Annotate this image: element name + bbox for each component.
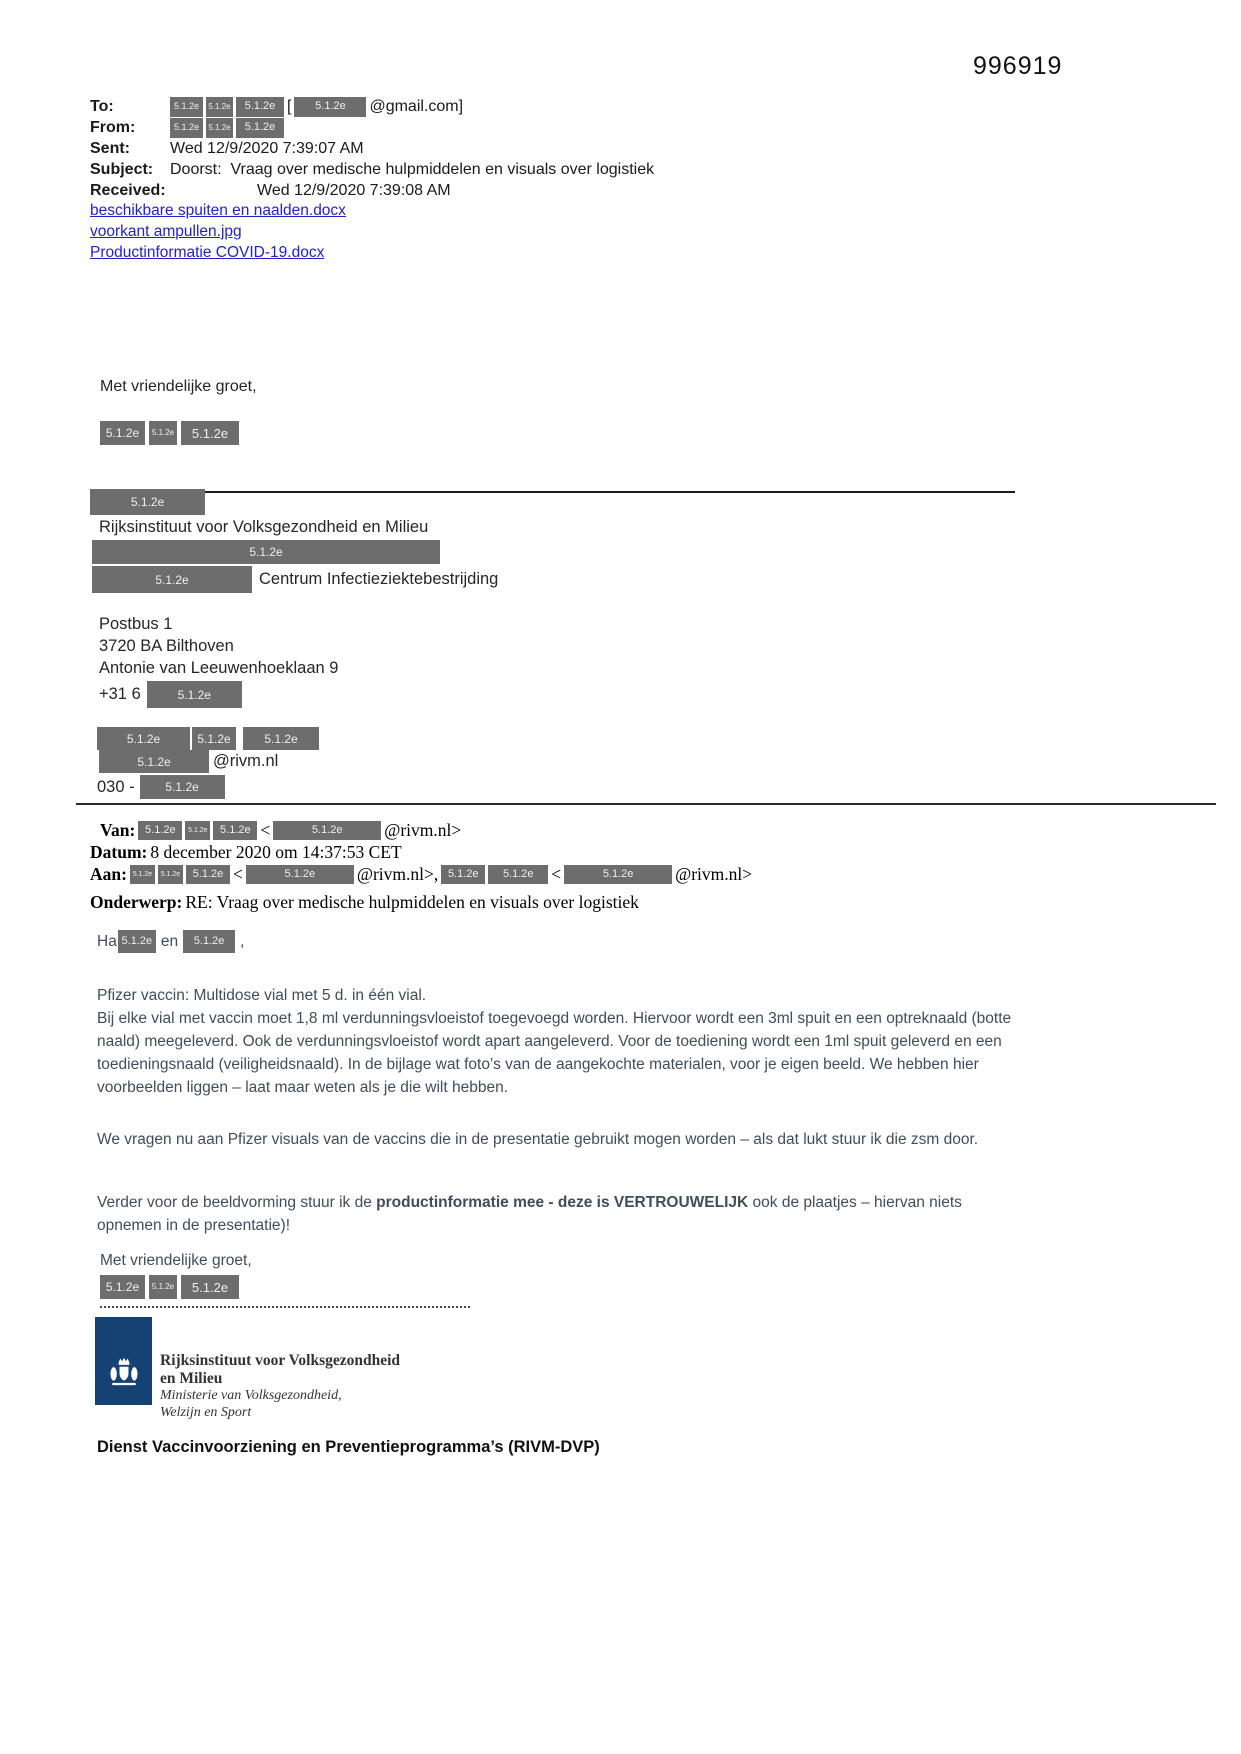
subject-label: Subject: xyxy=(90,160,154,178)
to-domain: @gmail.com] xyxy=(369,97,464,115)
email-header-outer xyxy=(90,96,654,201)
dotted-divider xyxy=(100,1300,470,1308)
redaction-box: 5.1.2e xyxy=(99,750,209,773)
datum-label: Datum: xyxy=(90,842,148,862)
redaction-box: 5.1.2e xyxy=(181,1275,239,1299)
redaction-box: 5.1.2e xyxy=(90,489,205,515)
phone-office-row xyxy=(97,775,225,799)
greeting-prefix: Ha xyxy=(97,932,117,950)
header-row-sent xyxy=(90,138,654,159)
contact-redaction-row xyxy=(97,727,319,750)
para3-confidential-bold: productinformatie mee - deze is VERTROUWELIJK xyxy=(376,1194,749,1211)
redaction-box: 5.1.2e xyxy=(149,1275,177,1299)
header-row-received xyxy=(90,180,654,201)
doc-number: 996919 xyxy=(973,52,1063,80)
angle-open: < xyxy=(232,864,243,884)
attachment-list xyxy=(90,202,346,265)
body-paragraph-1 xyxy=(97,984,1025,1099)
redaction-box: 5.1.2e xyxy=(97,727,190,750)
phone-mobile-prefix: +31 6 xyxy=(99,685,141,703)
redaction-box: 5.1.2e xyxy=(183,930,235,953)
subject-value: Doorst: Vraag over medische hulpmiddelen en visuals over logistiek xyxy=(170,160,655,178)
rivm-coat-of-arms-icon xyxy=(106,1355,142,1391)
redaction-box: 5.1.2e xyxy=(92,566,252,593)
redaction-box: 5.1.2e xyxy=(170,97,203,117)
body-paragraph-3 xyxy=(97,1191,1025,1237)
redaction-box: 5.1.2e xyxy=(149,421,177,445)
onderwerp-label: Onderwerp: xyxy=(90,892,183,912)
phone-mobile-row xyxy=(99,681,242,708)
attachment-link-3[interactable]: Productinformatie COVID-19.docx xyxy=(90,244,325,261)
to-value xyxy=(170,97,463,117)
department-footer: Dienst Vaccinvoorziening en Preventieprogramma’s (RIVM-DVP) xyxy=(97,1438,600,1456)
redaction-box: 5.1.2e xyxy=(488,865,548,884)
redaction-box: 5.1.2e xyxy=(236,97,284,117)
greeting-suffix: , xyxy=(240,932,245,950)
redaction-box: 5.1.2e xyxy=(273,821,381,840)
from-label: From: xyxy=(90,118,136,136)
angle-open: < xyxy=(260,820,271,840)
header-row-to xyxy=(90,96,654,117)
header-row-subject xyxy=(90,159,654,180)
to-bracket: [ xyxy=(287,97,292,115)
header-row-from xyxy=(90,117,654,138)
redaction-box: 5.1.2e xyxy=(243,727,319,750)
to-label: To: xyxy=(90,97,114,115)
redaction-box: 5.1.2e xyxy=(185,821,210,840)
attachment-link-2[interactable]: voorkant ampullen.jpg xyxy=(90,223,242,240)
aan-domain-2: @rivm.nl> xyxy=(675,864,753,884)
redaction-box: 5.1.2e xyxy=(92,540,440,564)
header-row-datum xyxy=(90,842,752,863)
greeting-middle: en xyxy=(160,932,179,950)
redaction-box: 5.1.2e xyxy=(236,118,284,138)
body-greeting xyxy=(97,930,244,953)
redaction-box: 5.1.2e xyxy=(564,865,672,884)
datum-value: 8 december 2020 om 14:37:53 CET xyxy=(150,842,402,862)
redaction-box: 5.1.2e xyxy=(294,97,366,117)
redaction-box: 5.1.2e xyxy=(147,681,242,708)
para3-pre: Verder voor de beeldvorming stuur ik de xyxy=(97,1194,377,1211)
redaction-box: 5.1.2e xyxy=(100,421,145,445)
org-name: Rijksinstituut voor Volksgezondheid en Milieu xyxy=(99,518,429,536)
logo-line-4: Welzijn en Sport xyxy=(160,1404,252,1420)
closing-outer: Met vriendelijke groet, xyxy=(100,378,257,395)
section-divider xyxy=(76,803,1216,805)
closing-quoted: Met vriendelijke groet, xyxy=(100,1252,252,1269)
email-domain: @rivm.nl xyxy=(213,752,279,770)
onderwerp-value: RE: Vraag over medische hulpmiddelen en visuals over logistiek xyxy=(185,892,639,912)
redaction-over-divider xyxy=(90,489,205,515)
header-row-van xyxy=(100,820,752,841)
header-row-onderwerp xyxy=(90,892,752,913)
body-paragraph-2: We vragen nu aan Pfizer visuals van de vaccins die in de presentatie gebruikt mogen worden – als dat lukt stuur ik die zsm door. xyxy=(97,1131,979,1148)
aan-label: Aan: xyxy=(90,864,127,884)
redaction-box: 5.1.2e xyxy=(441,865,485,884)
redaction-box: 5.1.2e xyxy=(100,1275,145,1299)
sent-label: Sent: xyxy=(90,139,130,157)
para1-line1: Pfizer vaccin: Multidose vial met 5 d. in één vial. xyxy=(97,987,427,1004)
van-domain: @rivm.nl> xyxy=(384,820,462,840)
logo-line-2: en Milieu xyxy=(160,1370,223,1387)
header-row-aan xyxy=(90,864,752,885)
rivm-logo xyxy=(95,1317,152,1405)
signature-divider xyxy=(205,491,1015,493)
van-label: Van: xyxy=(100,820,136,840)
from-value xyxy=(170,118,284,138)
received-value: Wed 12/9/2020 7:39:08 AM xyxy=(257,181,451,199)
dept-name: Centrum Infectieziektebestrijding xyxy=(259,570,499,588)
redaction-box: 5.1.2e xyxy=(140,775,225,799)
signature2-redactions xyxy=(100,1275,239,1299)
redaction-box: 5.1.2e xyxy=(118,930,156,953)
rivm-logo-text xyxy=(160,1352,400,1421)
para1-rest: Bij elke vial met vaccin moet 1,8 ml verdunningsvloeistof toegevoegd worden. Hiervoor wordt een 3ml spuit en een optreknaald (botte naald) meegeleverd. Ook de verdunningsvloeistof wordt apart aangeleverd. Voor de toediening wordt een 1ml spuit geleverd en een toedieningsnaald (veiligheidsnaald). In de bijlage wat foto’s van de aangekochte materialen, voor je eigen beeld. We hebben hier voorbeelden liggen – laat maar weten als je die wilt hebben. xyxy=(97,1010,1012,1096)
address-block xyxy=(99,613,338,679)
redaction-function-line xyxy=(92,540,440,564)
phone-office-prefix: 030 - xyxy=(97,777,135,796)
logo-line-3: Ministerie van Volksgezondheid, xyxy=(160,1388,342,1403)
redaction-box: 5.1.2e xyxy=(138,821,182,840)
email-row xyxy=(99,750,278,773)
dept-row xyxy=(92,566,498,593)
address-line-2: 3720 BA Bilthoven xyxy=(99,637,234,655)
email-header-quoted xyxy=(90,820,752,914)
signature-name-redactions xyxy=(100,421,239,445)
redaction-box: 5.1.2e xyxy=(192,727,236,750)
redaction-box: 5.1.2e xyxy=(158,865,183,884)
redaction-box: 5.1.2e xyxy=(130,865,155,884)
redaction-box: 5.1.2e xyxy=(206,97,233,117)
received-label: Received: xyxy=(90,181,166,199)
attachment-link-1[interactable]: beschikbare spuiten en naalden.docx xyxy=(90,202,346,219)
para3-post: ook de plaatjes – hiervan niets opnemen in de presentatie)! xyxy=(97,1194,962,1234)
sent-value: Wed 12/9/2020 7:39:07 AM xyxy=(170,139,364,157)
logo-line-1: Rijksinstituut voor Volksgezondheid xyxy=(160,1352,401,1369)
angle-open: < xyxy=(551,864,562,884)
redaction-box: 5.1.2e xyxy=(206,118,233,138)
address-line-3: Antonie van Leeuwenhoeklaan 9 xyxy=(99,659,339,677)
redaction-box: 5.1.2e xyxy=(186,865,230,884)
redaction-box: 5.1.2e xyxy=(170,118,203,138)
aan-domain-1: @rivm.nl>, xyxy=(356,864,439,884)
address-line-1: Postbus 1 xyxy=(99,615,173,633)
redaction-box: 5.1.2e xyxy=(213,821,257,840)
redaction-box: 5.1.2e xyxy=(181,421,239,445)
redaction-box: 5.1.2e xyxy=(246,865,354,884)
